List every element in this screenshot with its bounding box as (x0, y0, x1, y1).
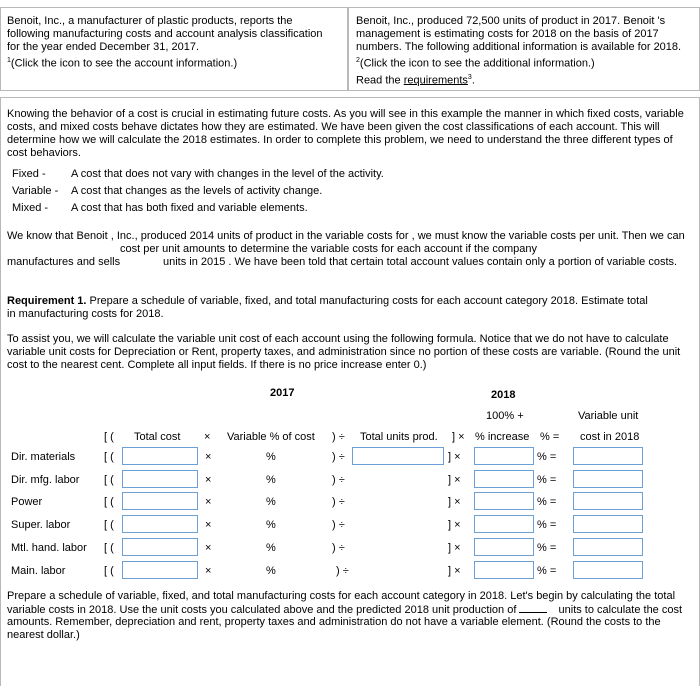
header-100-plus: 100% + (486, 410, 524, 422)
requirement-label: Requirement 1. (7, 295, 87, 307)
variable-unit-cost-input[interactable] (573, 515, 643, 533)
bracket-times-sign: ] × (448, 519, 461, 531)
total-units-input[interactable] (352, 447, 444, 465)
assist-line-1: To assist you, we will calculate the variable unit cost of each account using the following formula. Notice that we do not have to calculate (7, 333, 669, 345)
footnote-1: 1 (7, 57, 11, 64)
assist-line-3: cost to the nearest cent. Complete all input fields. If there is no price increase enter 0.) (7, 359, 427, 371)
read-the-label: Read the (356, 74, 404, 87)
header-times: × (204, 431, 211, 443)
header-bracket: [ ( (104, 431, 114, 443)
unit-production-blank[interactable] (519, 603, 547, 613)
times-sign: × (205, 451, 212, 463)
requirement-line-2: in manufacturing costs for 2018. (7, 308, 164, 320)
row-open-bracket: [ ( (104, 451, 114, 463)
pct-increase-input[interactable] (474, 538, 534, 556)
pct-equals-sign: % = (537, 474, 557, 486)
variable-pct-sign: % (266, 451, 276, 463)
additional-info-text[interactable]: (Click the icon to see the additional information.) (359, 57, 595, 70)
pct-equals-sign: % = (537, 542, 557, 554)
footnote-3: 3 (467, 73, 472, 81)
prepare-line-1: Prepare a schedule of variable, fixed, and total manufacturing costs for each account category in 2018. Let's begin by calculating the total (7, 590, 676, 602)
row-open-bracket: [ ( (104, 542, 114, 554)
pct-increase-input[interactable] (474, 515, 534, 533)
paren-div-sign: ) ÷ (332, 542, 345, 554)
left-line-1: Benoit, Inc., a manufacturer of plastic products, reports the (7, 15, 293, 27)
definition-fixed (12, 168, 612, 185)
intro-line-4: cost behaviors. (7, 147, 81, 159)
definition-term: Mixed - (12, 202, 49, 214)
requirements-period: . (471, 74, 475, 87)
header-variable-unit: Variable unit (578, 410, 639, 422)
header-cost-2018: cost in 2018 (580, 431, 640, 443)
definition-desc: A cost that changes as the levels of activity change. (71, 185, 323, 197)
variable-pct-sign: % (266, 496, 276, 508)
additional-info-link[interactable] (356, 54, 696, 71)
left-line-3: for the year ended December 31, 2017. (7, 41, 200, 53)
row-open-bracket: [ ( (104, 519, 114, 531)
bracket-times-sign: ] × (448, 474, 461, 486)
times-sign: × (205, 565, 212, 577)
definitions-list (12, 168, 612, 219)
assist-paragraph (7, 333, 697, 372)
requirement-line-1 (7, 295, 697, 308)
right-line-1: Benoit, Inc., produced 72,500 units of product in 2017. Benoit 's (356, 15, 666, 27)
paren-div-sign: ) ÷ (332, 474, 345, 486)
definition-term: Fixed - (12, 168, 46, 180)
prepare-line-2 (7, 603, 697, 616)
variable-unit-cost-input[interactable] (573, 447, 643, 465)
definition-variable (12, 185, 612, 202)
row-label: Super. labor (11, 519, 71, 531)
intro-paragraph (7, 108, 697, 160)
total-cost-input[interactable] (122, 515, 198, 533)
right-info-text (356, 15, 696, 87)
know-line-1: We know that Benoit , Inc., produced 2014 units of product in the variable costs for , we must know the variable costs per unit. Then we can (7, 230, 685, 242)
variable-unit-cost-input[interactable] (573, 470, 643, 488)
left-line-2: following manufacturing costs and account analysis classification (7, 28, 323, 40)
know-line-3a: manufactures and sells (7, 256, 121, 268)
footnote-2: 2 (356, 57, 360, 64)
row-label: Power (11, 496, 43, 508)
left-info-text (7, 15, 347, 71)
times-sign: × (205, 519, 212, 531)
header-variable-pct: Variable % of cost (227, 431, 315, 443)
know-paragraph (7, 230, 699, 269)
row-label: Dir. materials (11, 451, 76, 463)
definition-desc: A cost that does not vary with changes in the level of the activity. (71, 168, 384, 180)
pct-increase-input[interactable] (474, 561, 534, 579)
row-label: Dir. mfg. labor (11, 474, 80, 486)
prepare-paragraph (7, 590, 697, 642)
bracket-times-sign: ] × (448, 496, 461, 508)
account-info-link[interactable] (7, 54, 347, 71)
variable-unit-cost-input[interactable] (573, 538, 643, 556)
total-cost-input[interactable] (122, 561, 198, 579)
variable-pct-sign: % (266, 542, 276, 554)
pct-equals-sign: % = (537, 519, 557, 531)
paren-div-sign: ) ÷ (332, 496, 345, 508)
requirement-text: Prepare a schedule of variable, fixed, and total manufacturing costs for each account category 2018. Estimate total (86, 295, 648, 307)
header-total-units: Total units prod. (360, 431, 438, 443)
variable-unit-cost-input[interactable] (573, 561, 643, 579)
row-open-bracket: [ ( (104, 496, 114, 508)
total-cost-input[interactable] (122, 492, 198, 510)
paren-div-sign: ) ÷ (332, 451, 345, 463)
know-line-3b: units in 2015 . We have been told that certain total account values contain only a portion of variable costs. (163, 256, 678, 268)
assist-line-2: variable unit costs for Depreciation or Rent, property taxes, and administration since no portion of these costs are variable. (Round the unit (7, 346, 681, 358)
requirement-paragraph (7, 295, 697, 321)
row-label: Mtl. hand. labor (11, 542, 87, 554)
prepare-line-4: nearest dollar.) (7, 629, 80, 641)
definition-desc: A cost that has both fixed and variable elements. (71, 202, 308, 214)
row-open-bracket: [ ( (104, 474, 114, 486)
pct-increase-input[interactable] (474, 447, 534, 465)
variable-unit-cost-input[interactable] (573, 492, 643, 510)
times-sign: × (205, 496, 212, 508)
pct-increase-input[interactable] (474, 470, 534, 488)
row-label: Main. labor (11, 565, 66, 577)
requirements-line (356, 71, 696, 88)
prepare-line-2b: units to calculate the cost (558, 604, 683, 616)
prepare-line-3: amounts. Remember, depreciation and rent, property taxes and administration do not have a variable element. (Round the costs to the (7, 616, 661, 628)
header-bracket-times: ] × (452, 431, 465, 443)
paren-div-sign: ) ÷ (336, 565, 349, 577)
bracket-times-sign: ] × (448, 542, 461, 554)
variable-pct-sign: % (266, 565, 276, 577)
pct-equals-sign: % = (537, 451, 557, 463)
times-sign: × (205, 474, 212, 486)
know-line-2: cost per unit amounts to determine the variable costs for each account if the company (120, 243, 538, 255)
header-pct-increase: % increase (475, 431, 530, 443)
row-open-bracket: [ ( (104, 565, 114, 577)
total-cost-input[interactable] (122, 470, 198, 488)
intro-line-3: determine how we will calculate the 2018 estimates. In order to complete this problem, we need to understand the three different types of (7, 134, 673, 146)
right-line-2: management is estimating costs for 2018 on the basis of 2017 (356, 28, 659, 40)
know-line-3 (7, 256, 699, 269)
header-pct-equals: % = (540, 431, 560, 443)
times-sign: × (205, 542, 212, 554)
pct-increase-input[interactable] (474, 492, 534, 510)
variable-pct-input[interactable] (226, 470, 326, 488)
variable-pct-sign: % (266, 519, 276, 531)
intro-line-2: costs, and mixed costs behave dictates how they are estimated. We have been given the cost classifications of each account. This will (7, 121, 660, 133)
pct-equals-sign: % = (537, 496, 557, 508)
account-info-text[interactable]: (Click the icon to see the account information.) (10, 57, 238, 70)
pct-equals-sign: % = (537, 565, 557, 577)
right-line-3: numbers. The following additional information is available for 2018. (356, 41, 682, 53)
bracket-times-sign: ] × (448, 565, 461, 577)
header-paren-div: ) ÷ (332, 431, 345, 443)
total-cost-input[interactable] (122, 538, 198, 556)
header-2018: 2018 (491, 389, 516, 401)
total-cost-input[interactable] (122, 447, 198, 465)
prepare-line-2a: variable costs in 2018. Use the unit costs you calculated above and the predicted 2018 unit production of (7, 604, 517, 616)
intro-line-1: Knowing the behavior of a cost is crucial in estimating future costs. As you will see in this example the manner in which fixed costs, variable (7, 108, 684, 120)
definition-mixed (12, 202, 612, 219)
header-total-cost: Total cost (134, 431, 181, 443)
variable-pct-sign: % (266, 474, 276, 486)
definition-term: Variable - (12, 185, 59, 197)
paren-div-sign: ) ÷ (332, 519, 345, 531)
requirements-link[interactable]: requirements (403, 74, 468, 87)
bracket-times-sign: ] × (448, 451, 461, 463)
header-2017: 2017 (270, 387, 295, 399)
